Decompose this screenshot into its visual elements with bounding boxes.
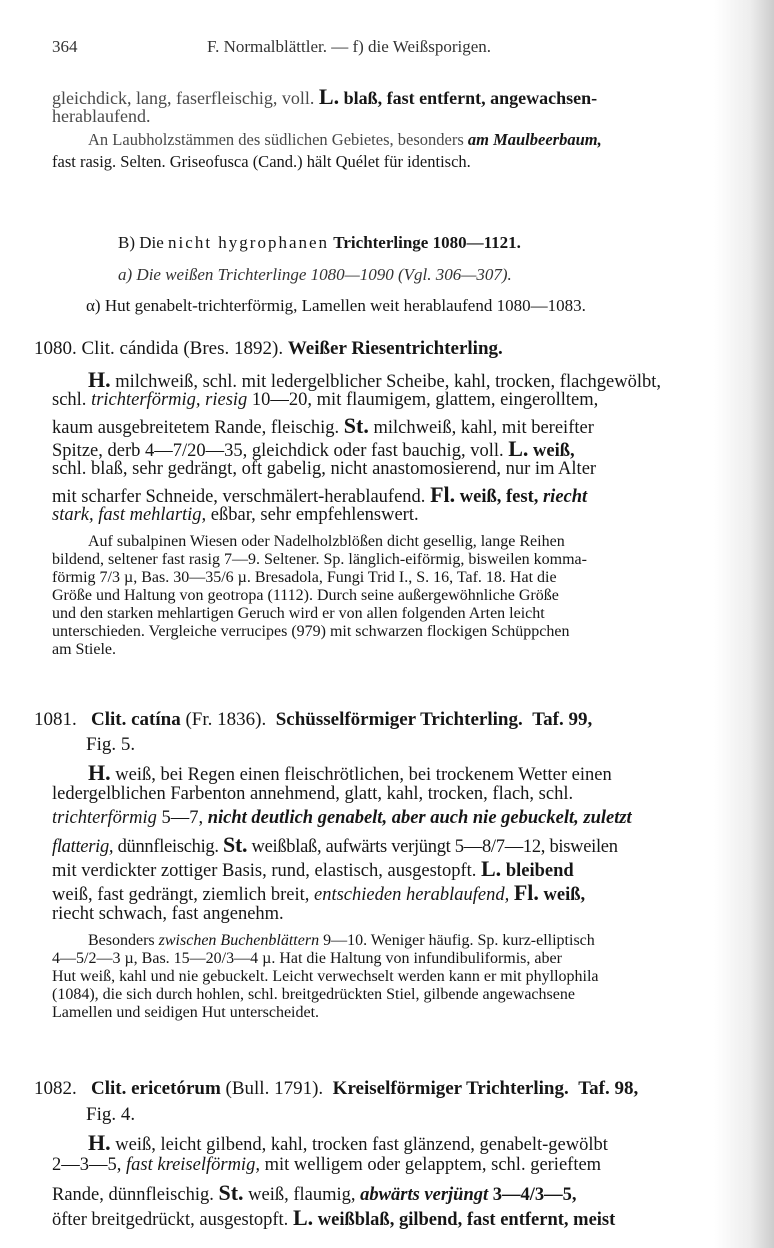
note-line: unterschieden. Vergleiche verrucipes (979) mit schwarzen flockigen Schüppchen bbox=[52, 623, 570, 640]
text-line: H. milchweiß, schl. mit ledergelblicher Scheibe, kahl, trocken, flachgewölbt, bbox=[88, 367, 661, 392]
running-header bbox=[52, 37, 491, 57]
text-line: H. weiß, bei Regen einen fleischrötlichen, bei trockenem Wetter einen bbox=[88, 760, 612, 785]
entry-heading: 1082. Clit. ericetórum (Bull. 1791). Kreiselförmiger Trichterling. Taf. 98, bbox=[34, 1078, 639, 1099]
note-line: Auf subalpinen Wiesen oder Nadelholzblößen dicht gesellig, lange Reihen bbox=[88, 533, 565, 550]
note-line: am Stiele. bbox=[52, 641, 116, 658]
text-line: Rande, dünnfleischig. St. weiß, flaumig, abwärts verjüngt 3—4/3—5, bbox=[52, 1180, 577, 1205]
subsection-heading: α) Hut genabelt-trichterförmig, Lamellen weit herablaufend 1080—1083. bbox=[86, 296, 586, 315]
note-line: Hut weiß, kahl und nie gebuckelt. Leicht verwechselt werden kann er mit phyllophila bbox=[52, 968, 599, 985]
text-line: kaum ausgebreitetem Rande, fleischig. St. milchweiß, kahl, mit bereifter bbox=[52, 413, 594, 438]
text-line: ledergelblichen Farbenton annehmend, glatt, kahl, trocken, flach, schl. bbox=[52, 784, 574, 804]
note-line: bildend, seltener fast rasig 7—9. Seltener. Sp. länglich-eiförmig, bisweilen komma- bbox=[52, 551, 587, 568]
text-line: schl. blaß, sehr gedrängt, oft gabelig, nicht anastomosierend, nur im Alter bbox=[52, 459, 597, 479]
text-line: mit verdickter zottiger Basis, rund, elastisch, ausgestopft. L. bleibend bbox=[52, 856, 574, 881]
note-line: 4—5/2—3 µ, Bas. 15—20/3—4 µ. Hat die Haltung von infundibuliformis, aber bbox=[52, 950, 562, 967]
page-edge-shadow bbox=[714, 0, 774, 1248]
entry-heading-fig: Fig. 5. bbox=[86, 734, 136, 755]
text-line: 2—3—5, fast kreiselförmig, mit welligem oder gelapptem, schl. gerieftem bbox=[52, 1155, 602, 1175]
note-line: und den starken mehlartigen Geruch wird er von allen folgenden Arten leicht bbox=[52, 605, 545, 622]
note-line: Lamellen und seidigen Hut unterscheidet. bbox=[52, 1004, 320, 1021]
text-line: weiß, fast gedrängt, ziemlich breit, entschieden herablaufend, Fl. weiß, bbox=[52, 880, 586, 905]
text-line: gleichdick, lang, faserfleischig, voll. L. blaß, fast entfernt, angewachsen- bbox=[52, 84, 598, 109]
entry-heading: 1081. Clit. catína (Fr. 1836). Schüsselförmiger Trichterling. Taf. 99, bbox=[34, 709, 593, 730]
text-line: trichterförmig 5—7, nicht deutlich genabelt, aber auch nie gebuckelt, zuletzt bbox=[52, 808, 632, 828]
text-line: mit scharfer Schneide, verschmälert-herablaufend. Fl. weiß, fest, riecht bbox=[52, 482, 588, 507]
entry-heading: 1080. Clit. cándida (Bres. 1892). Weißer Riesentrichterling. bbox=[34, 338, 503, 359]
note-line: (1084), die sich durch hohlen, schl. breitgedrückten Stiel, gilbende angewachsene bbox=[52, 986, 575, 1003]
running-title: F. Normalblättler. — f) die Weißsporigen. bbox=[207, 37, 492, 56]
note-line: Besonders zwischen Buchenblättern 9—10. Weniger häufig. Sp. kurz-elliptisch bbox=[88, 932, 595, 949]
section-heading: B) Die nicht hygrophanen Trichterlinge 1080—1121. bbox=[118, 233, 521, 252]
subsection-heading: a) Die weißen Trichterlinge 1080—1090 (Vgl. 306—307). bbox=[118, 265, 512, 284]
entry-heading-fig: Fig. 4. bbox=[86, 1104, 136, 1125]
text-line: öfter breitgedrückt, ausgestopft. L. weißblaß, gilbend, fast entfernt, meist bbox=[52, 1205, 616, 1230]
text-line: stark, fast mehlartig, eßbar, sehr empfehlenswert. bbox=[52, 505, 419, 525]
text-line: H. weiß, leicht gilbend, kahl, trocken fast glänzend, genabelt-gewölbt bbox=[88, 1130, 608, 1155]
note-line: förmig 7/3 µ, Bas. 30—35/6 µ. Bresadola, Fungi Trid I., S. 16, Taf. 18. Hat die bbox=[52, 569, 557, 586]
text-line: An Laubholzstämmen des südlichen Gebietes, besonders am Maulbeerbaum, bbox=[88, 130, 602, 149]
text-line: flatterig, dünnfleischig. St. weißblaß, aufwärts verjüngt 5—8/7—12, bisweilen bbox=[52, 832, 618, 857]
text-line: schl. trichterförmig, riesig 10—20, mit flaumigem, glattem, eingerolltem, bbox=[52, 390, 599, 410]
text-line: fast rasig. Selten. Griseofusca (Cand.) hält Quélet für identisch. bbox=[52, 152, 471, 171]
text-line: Spitze, derb 4—7/20—35, gleichdick oder fast bauchig, voll. L. weiß, bbox=[52, 436, 575, 461]
text-line: riecht schwach, fast angenehm. bbox=[52, 904, 284, 924]
note-line: Größe und Haltung von geotropa (1112). Durch seine außergewöhnliche Größe bbox=[52, 587, 559, 604]
page-number: 364 bbox=[52, 37, 78, 56]
text-line: herablaufend. bbox=[52, 106, 151, 126]
